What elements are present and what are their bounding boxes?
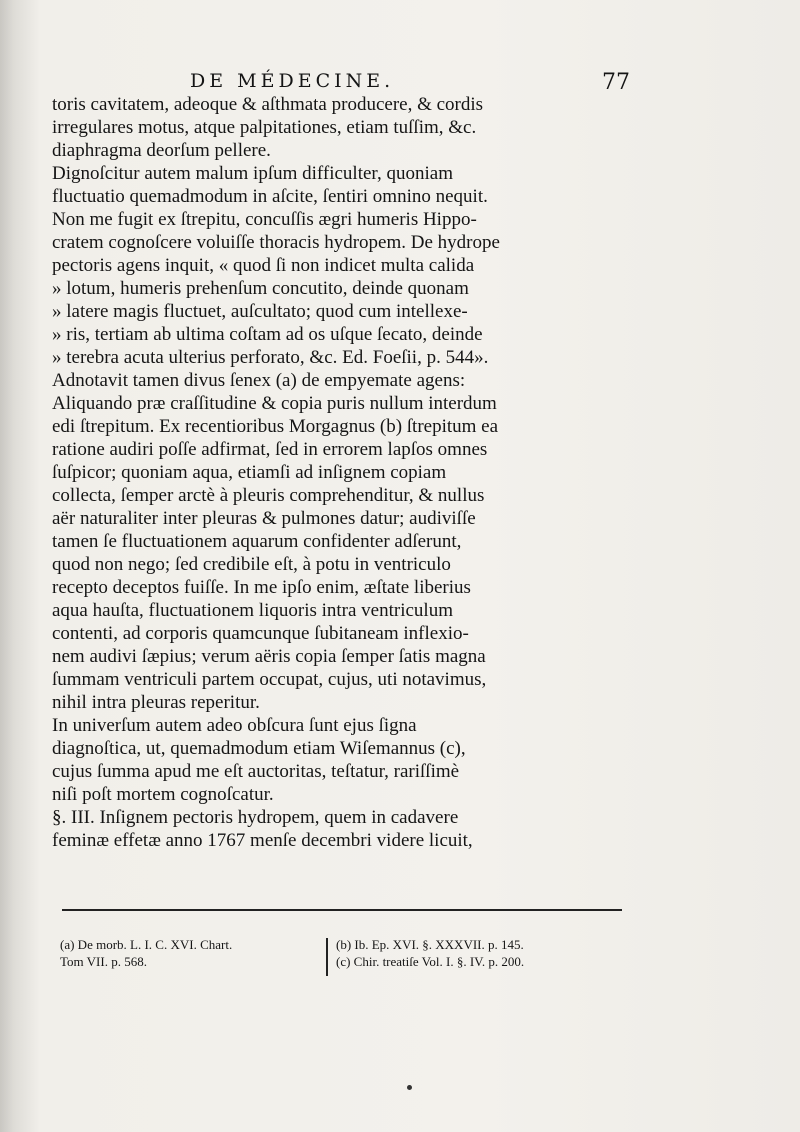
footnote-rule	[62, 909, 622, 911]
text-line: toris cavitatem, adeoque & aſthmata producere, & cordis	[52, 94, 484, 115]
text-line: aqua hauſta, fluctuationem liquoris intra ventriculum	[52, 600, 453, 621]
page-number: 77	[602, 70, 630, 95]
footnote-c: (c) Chir. treatiſe Vol. I. §. IV. p. 200.	[336, 954, 525, 969]
text-line: Adnotavit tamen divus ſenex (a) de empyemate agens:	[52, 370, 466, 391]
text-line: aër naturaliter inter pleuras & pulmones datur; audiviſſe	[52, 508, 476, 529]
footnote-column-right	[336, 936, 630, 970]
footnote-b: (b) Ib. Ep. XVI. §. XXXVII. p. 145.	[336, 937, 524, 952]
footnote-a: (a) De morb. L. I. C. XVI. Chart.	[60, 937, 233, 952]
text-line: edi ſtrepitum. Ex recentioribus Morgagnus (b) ſtrepitum ea	[52, 416, 499, 437]
footnote-column-left	[60, 936, 322, 970]
text-line: recepto deceptos fuiſſe. In me ipſo enim, æſtate liberius	[52, 577, 471, 598]
printer-mark	[407, 1085, 412, 1090]
text-line: pectoris agens inquit, « quod ſi non indicet multa calida	[52, 255, 475, 276]
text-line: feminæ effetæ anno 1767 menſe decembri videre licuit,	[52, 830, 473, 851]
text-line: ratione audiri poſſe adfirmat, ſed in errorem lapſos omnes	[52, 439, 488, 460]
text-line: diaphragma deorſum pellere.	[52, 140, 271, 161]
text-line: Dignoſcitur autem malum ipſum difficulter, quoniam	[52, 163, 453, 184]
text-line: ſummam ventriculi partem occupat, cujus, uti notavimus,	[52, 669, 487, 690]
text-line: cujus ſumma apud me eſt auctoritas, teſtatur, rariſſimè	[52, 761, 460, 782]
footnote-divider	[326, 938, 328, 976]
running-head: DE MÉDECINE.	[190, 70, 395, 92]
text-line: » latere magis fluctuet, auſcultato; quod cum intellexe-	[52, 301, 468, 322]
text-line: Non me fugit ex ſtrepitu, concuſſis ægri humeris Hippo-	[52, 209, 477, 230]
text-line: quod non nego; ſed credibile eſt, à potu in ventriculo	[52, 554, 451, 575]
text-line: nem audivi ſæpius; verum aëris copia ſemper ſatis magna	[52, 646, 486, 667]
text-line: niſi poſt mortem cognoſcatur.	[52, 784, 274, 805]
body-text	[52, 93, 618, 852]
text-line: » ris, tertiam ab ultima coſtam ad os uſque ſecato, deinde	[52, 324, 483, 345]
text-line: diagnoſtica, ut, quemadmodum etiam Wiſemannus (c),	[52, 738, 466, 759]
text-line: » terebra acuta ulterius perforato, &c. Ed. Foeſii, p. 544».	[52, 347, 489, 368]
text-line: collecta, ſemper arctè à pleuris comprehenditur, & nullus	[52, 485, 485, 506]
text-line: contenti, ad corporis quamcunque ſubitaneam inflexio-	[52, 623, 469, 644]
text-line: » lotum, humeris prehenſum concutito, deinde quonam	[52, 278, 469, 299]
text-line: Aliquando præ craſſitudine & copia puris nullum interdum	[52, 393, 497, 414]
text-line: ſuſpicor; quoniam aqua, etiamſi ad inſignem copiam	[52, 462, 447, 483]
text-line: In univerſum autem adeo obſcura ſunt ejus ſigna	[52, 715, 417, 736]
text-line: irregulares motus, atque palpitationes, etiam tuſſim, &c.	[52, 117, 477, 138]
text-line: cratem cognoſcere voluiſſe thoracis hydropem. De hydrope	[52, 232, 500, 253]
text-line: fluctuatio quemadmodum in aſcite, ſentiri omnino nequit.	[52, 186, 488, 207]
footnotes	[60, 936, 630, 986]
footnote-a-continued: Tom VII. p. 568.	[60, 954, 147, 969]
text-line: tamen ſe fluctuationem aquarum confidenter adſerunt,	[52, 531, 462, 552]
text-line: §. III. Inſignem pectoris hydropem, quem in cadavere	[52, 807, 459, 828]
text-line: nihil intra pleuras reperitur.	[52, 692, 260, 713]
